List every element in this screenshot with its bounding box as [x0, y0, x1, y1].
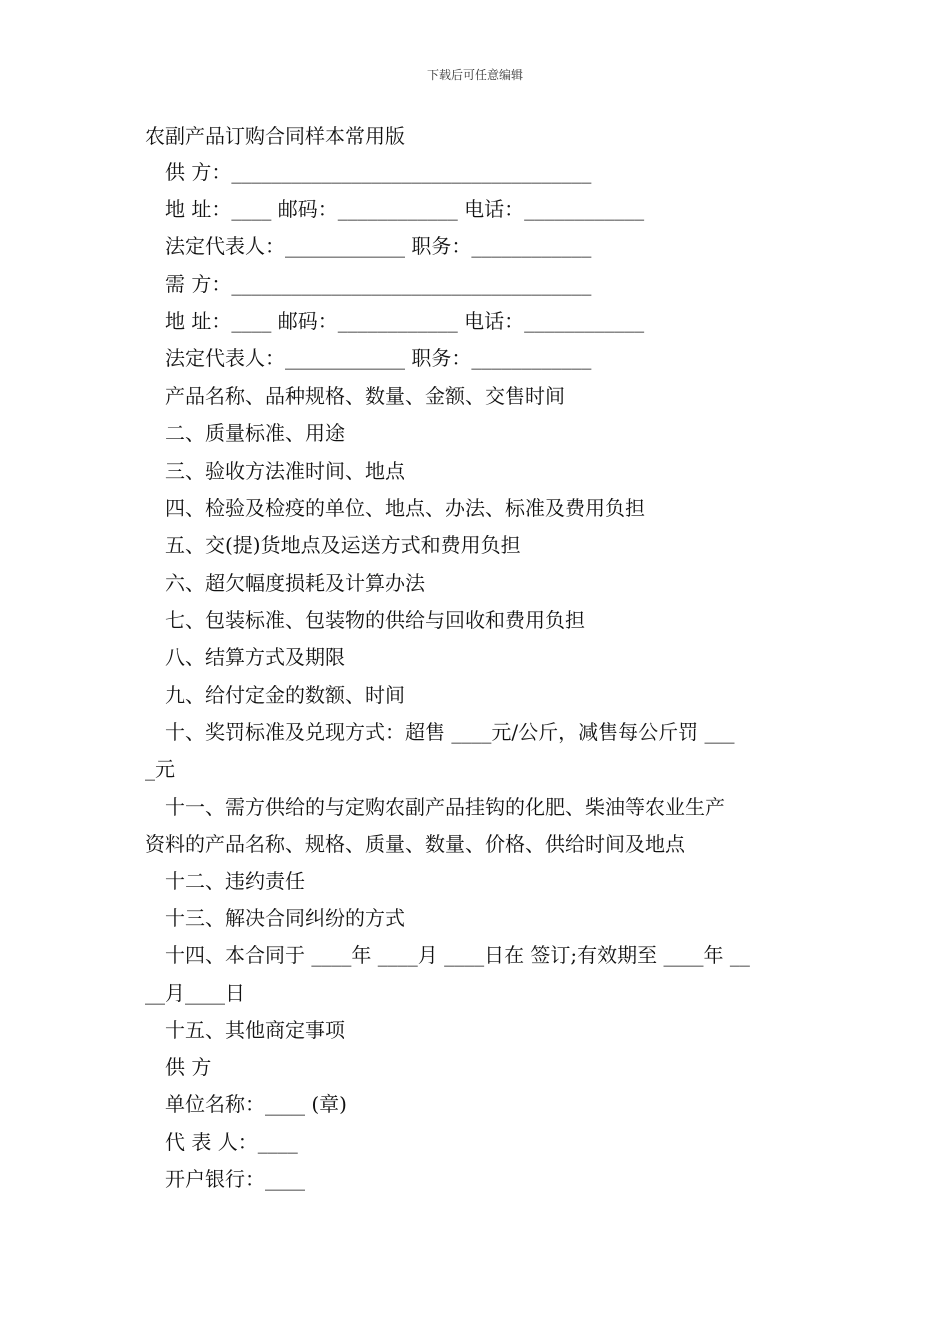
clause-14-continued: __月____日 [145, 981, 245, 1005]
clause-3: 三、验收方法准时间、地点 [165, 459, 405, 483]
signature-supplier-heading: 供 方 [165, 1055, 212, 1079]
clause-12: 十二、违约责任 [165, 869, 305, 893]
clause-2: 二、质量标准、用途 [165, 421, 345, 445]
signature-representative: 代 表 人：____ [165, 1130, 298, 1154]
document-title: 农副产品订购合同样本常用版 [145, 124, 405, 148]
clause-9: 九、给付定金的数额、时间 [165, 683, 405, 707]
clause-8: 八、结算方式及期限 [165, 645, 345, 669]
signature-bank: 开户银行：____ [165, 1167, 305, 1191]
clause-11-continued: 资料的产品名称、规格、质量、数量、价格、供给时间及地点 [145, 832, 685, 856]
clause-6: 六、超欠幅度损耗及计算办法 [165, 571, 425, 595]
clause-1: 产品名称、品种规格、数量、金额、交售时间 [165, 384, 565, 408]
clause-7: 七、包装标准、包装物的供给与回收和费用负担 [165, 608, 585, 632]
signature-unit-name: 单位名称：____ (章) [165, 1092, 347, 1116]
clause-13: 十三、解决合同纠纷的方式 [165, 906, 405, 930]
buyer-address-line: 地 址：____ 邮码：____________ 电话：____________ [165, 309, 645, 333]
page-header: 下载后可任意编辑 [426, 68, 523, 82]
clause-5: 五、交(提)货地点及运送方式和费用负担 [165, 533, 521, 557]
clause-14: 十四、本合同于 ____年 ____月 ____日在 签订;有效期至 ____年 __ [165, 943, 750, 967]
clause-10: 十、奖罚标准及兑现方式：超售 ____元/公斤，减售每公斤罚 ___ [165, 720, 735, 744]
buyer-representative-line: 法定代表人：____________ 职务：____________ [165, 346, 592, 370]
clause-15: 十五、其他商定事项 [165, 1018, 345, 1042]
clause-4: 四、检验及检疫的单位、地点、办法、标准及费用负担 [165, 496, 645, 520]
supplier-address-line: 地 址：____ 邮码：____________ 电话：____________ [165, 197, 645, 221]
clause-10-continued: _元 [145, 757, 175, 781]
clause-11: 十一、需方供给的与定购农副产品挂钩的化肥、柴油等农业生产 [165, 795, 725, 819]
buyer-line: 需 方：____________________________________ [165, 272, 592, 296]
supplier-representative-line: 法定代表人：____________ 职务：____________ [165, 234, 592, 258]
supplier-line: 供 方：____________________________________ [165, 160, 592, 184]
